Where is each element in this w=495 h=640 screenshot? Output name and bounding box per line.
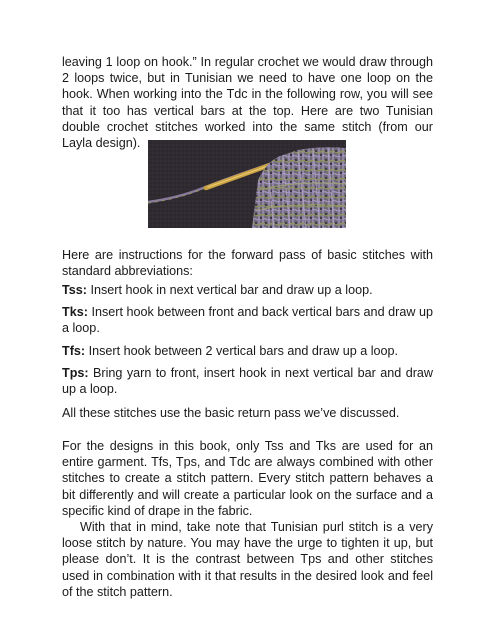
stitch-tks <box>62 304 433 336</box>
stitch-tps <box>62 365 433 397</box>
forward-pass-intro <box>62 247 433 279</box>
stitch-abbr: Tps: <box>62 365 89 380</box>
stitch-tss <box>62 282 433 298</box>
return-pass-text: All these stitches use the basic return pass we’ve discussed. <box>62 406 400 420</box>
intro-paragraph <box>62 54 433 151</box>
stitch-desc: Bring yarn to front, insert hook in next vertical bar and draw up a loop. <box>62 365 433 397</box>
return-pass-paragraph <box>62 405 433 421</box>
designs-section <box>62 438 433 600</box>
stitch-abbr: Tss: <box>62 283 87 297</box>
stitch-desc: Insert hook in next vertical bar and draw up a loop. <box>86 283 373 297</box>
stitch-definitions <box>62 282 433 403</box>
stitch-desc: Insert hook between front and back vertical bars and draw up a loop. <box>62 305 433 336</box>
purl-note-text: With that in mind, take note that Tunisian purl stitch is a very loose stitch by nature. You may have the urge to tighten it up, but please don’t. It is the contrast between Tps and other stitches used in combination with it that results in the desired look and feel of the stitch pattern. <box>62 520 433 599</box>
stitch-abbr: Tks: <box>62 305 88 320</box>
stitch-abbr: Tfs: <box>62 343 86 358</box>
stitch-desc: Insert hook between 2 vertical bars and draw up a loop. <box>85 343 399 358</box>
forward-pass-text: Here are instructions for the forward pass of basic stitches with standard abbreviations: <box>62 248 433 279</box>
stitch-tfs <box>62 343 433 359</box>
designs-text: For the designs in this book, only Tss and Tks are used for an entire garment. Tfs, Tps, and Tdc are always combined with other stitches to create a stitch pattern. Every stitch pattern behaves a bit differently and will create a particular look on the surface and a specific kind of drape in the fabric. <box>62 439 433 518</box>
tunisian-double-crochet-photo <box>148 140 346 228</box>
intro-text: leaving 1 loop on hook.” In regular crochet we would draw through 2 loops twice, but in Tunisian we need to have one loop on the hook. When working into the Tdc in the following row, you will see that it too has vertical bars at the top. Here are two Tunisian double crochet stitches worked into the same stitch (from our Layla design). <box>62 55 433 151</box>
